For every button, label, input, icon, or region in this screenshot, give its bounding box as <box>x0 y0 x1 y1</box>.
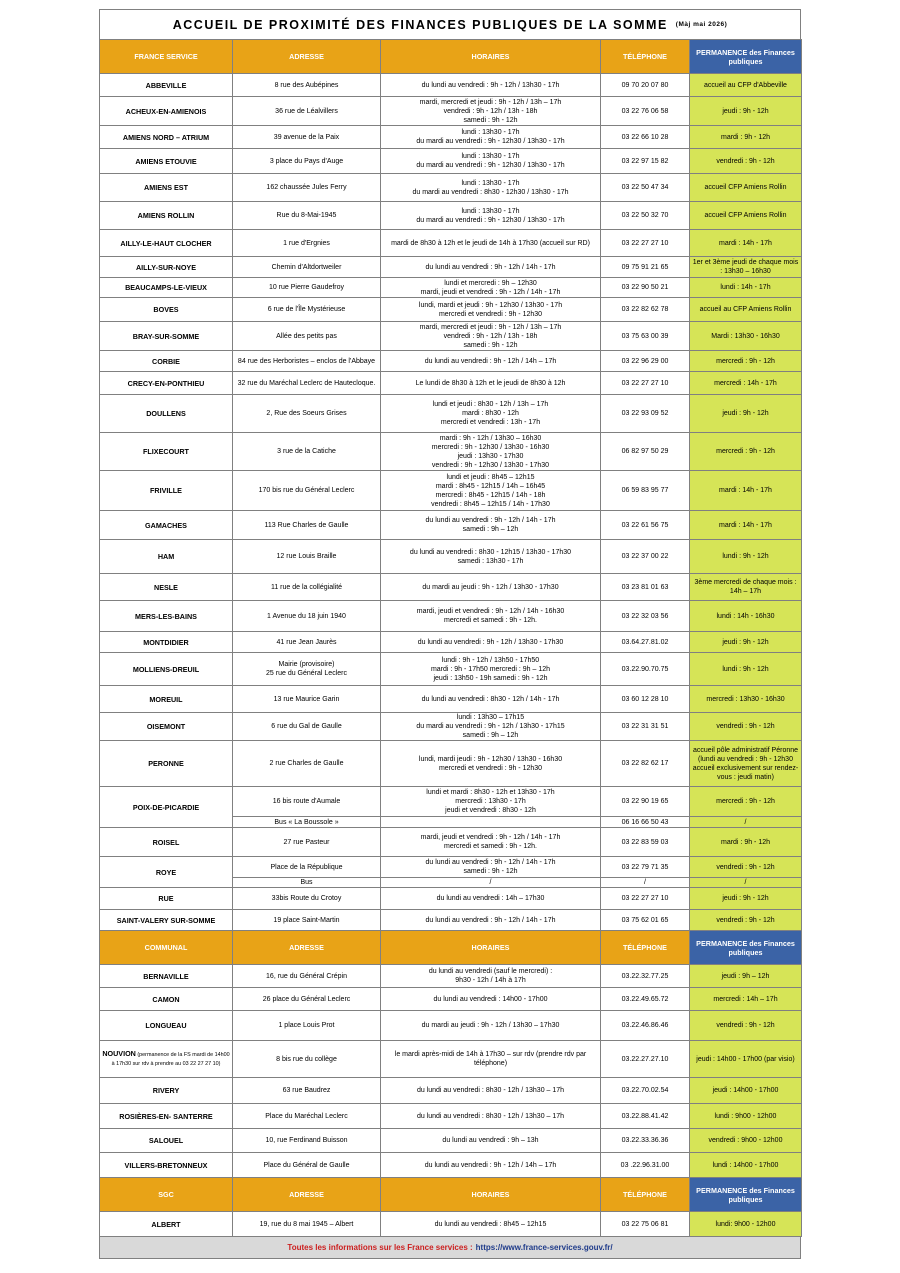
hours-cell: le mardi après-midi de 14h à 17h30 – sur rdv (prendre rdv par téléphone) <box>381 1041 601 1078</box>
name-cell: FLIXECOURT <box>100 433 233 471</box>
address-cell: 2 rue Charles de Gaulle <box>233 741 381 787</box>
hours-cell: lundi et jeudi : 8h45 – 12h15 mardi : 8h45 - 12h15 / 14h – 16h45 mercredi : 8h45 - 12h15 / 14h - 18h vendredi : 8h45 – 12h15 / 14h - 17h30 <box>381 471 601 511</box>
table-row <box>100 1078 802 1104</box>
name-cell: FRIVILLE <box>100 471 233 511</box>
address-cell: Rue du 8-Mai-1945 <box>233 202 381 230</box>
phone-cell: 03 22 82 62 78 <box>601 298 690 322</box>
name-cell: ABBEVILLE <box>100 74 233 97</box>
table-row <box>100 632 802 653</box>
name-cell: CAMON <box>100 988 233 1011</box>
table-row <box>100 1153 802 1178</box>
table-row <box>100 149 802 174</box>
phone-cell: / <box>601 878 690 888</box>
office-name: NOUVION <box>102 1049 136 1058</box>
phone-cell: 03 22 96 29 00 <box>601 351 690 372</box>
phone-cell: 03 22 50 47 34 <box>601 174 690 202</box>
permanence-cell: lundi : 14h00 - 17h00 <box>690 1153 802 1178</box>
hours-cell: Le lundi de 8h30 à 12h et le jeudi de 8h30 à 12h <box>381 372 601 395</box>
table-row <box>100 1011 802 1041</box>
table-row <box>100 787 802 817</box>
address-cell: 162 chaussée Jules Ferry <box>233 174 381 202</box>
hours-cell: du mardi au jeudi : 9h - 12h / 13h30 – 17h30 <box>381 1011 601 1041</box>
permanence-cell: mardi : 14h - 17h <box>690 471 802 511</box>
permanence-cell: jeudi : 9h - 12h <box>690 632 802 653</box>
phone-cell: 03 22 32 03 56 <box>601 601 690 632</box>
column-header: ADRESSE <box>233 1178 381 1212</box>
phone-cell: 03.22.32.77.25 <box>601 965 690 988</box>
address-cell: 36 rue de Léalvillers <box>233 97 381 126</box>
name-cell: AILLY-LE-HAUT CLOCHER <box>100 230 233 257</box>
column-header: PERMANENCE des Finances publiques <box>690 931 802 965</box>
address-cell: 2, Rue des Soeurs Grises <box>233 395 381 433</box>
phone-cell: 03 22 66 10 28 <box>601 126 690 149</box>
offices-table-body <box>100 40 802 1237</box>
phone-cell: 03 22 76 06 58 <box>601 97 690 126</box>
hours-cell: du lundi au vendredi : 9h - 12h / 14h - 17h samedi : 9h – 12h <box>381 511 601 540</box>
name-cell: DOULLENS <box>100 395 233 433</box>
address-cell: 1 Avenue du 18 juin 1940 <box>233 601 381 632</box>
address-cell: Bus <box>233 878 381 888</box>
phone-cell: 03 22 83 59 03 <box>601 828 690 857</box>
address-cell: 13 rue Maurice Garin <box>233 686 381 713</box>
table-row <box>100 574 802 601</box>
phone-cell: 03.22.90.70.75 <box>601 653 690 686</box>
hours-cell: lundi, mardi et jeudi : 9h - 12h30 / 13h30 - 17h mercredi et vendredi : 9h - 12h30 <box>381 298 601 322</box>
hours-cell: lundi et mardi : 8h30 - 12h et 13h30 - 17h mercredi : 13h30 - 17h jeudi et vendredi : 8h30 - 12h <box>381 787 601 817</box>
name-cell: GAMACHES <box>100 511 233 540</box>
name-cell <box>100 1041 233 1078</box>
table-row <box>100 511 802 540</box>
name-cell: AMIENS NORD – ATRIUM <box>100 126 233 149</box>
phone-cell: 03 60 12 28 10 <box>601 686 690 713</box>
hours-cell: du lundi au vendredi : 14h00 - 17h00 <box>381 988 601 1011</box>
permanence-cell: vendredi : 9h - 12h <box>690 1011 802 1041</box>
name-cell: AMIENS ETOUVIE <box>100 149 233 174</box>
name-cell: OISEMONT <box>100 713 233 741</box>
permanence-cell: accueil CFP Amiens Rollin <box>690 174 802 202</box>
phone-cell: 06 82 97 50 29 <box>601 433 690 471</box>
table-row <box>100 888 802 910</box>
name-cell: MERS-LES-BAINS <box>100 601 233 632</box>
address-cell: Chemin d'Altdortweiler <box>233 257 381 278</box>
address-cell: 10 rue Pierre Gaudefroy <box>233 278 381 298</box>
permanence-cell: / <box>690 878 802 888</box>
column-header: ADRESSE <box>233 40 381 74</box>
address-cell: 6 rue de l'Île Mystérieuse <box>233 298 381 322</box>
permanence-cell: lundi : 9h - 12h <box>690 540 802 574</box>
permanence-cell: accueil CFP Amiens Rollin <box>690 202 802 230</box>
column-header: PERMANENCE des Finances publiques <box>690 1178 802 1212</box>
name-cell: SALOUEL <box>100 1129 233 1153</box>
permanence-cell: vendredi : 9h - 12h <box>690 713 802 741</box>
name-cell: AILLY-SUR-NOYE <box>100 257 233 278</box>
phone-cell: 06 16 66 50 43 <box>601 817 690 828</box>
name-cell: AMIENS ROLLIN <box>100 202 233 230</box>
phone-cell: 03 22 50 32 70 <box>601 202 690 230</box>
phone-cell: 03 22 97 15 82 <box>601 149 690 174</box>
hours-cell: du lundi au vendredi : 9h – 13h <box>381 1129 601 1153</box>
table-row <box>100 97 802 126</box>
name-cell: RIVERY <box>100 1078 233 1104</box>
offices-table <box>99 39 802 1237</box>
permanence-cell: accueil au CFP Amiens Rollin <box>690 298 802 322</box>
document-page <box>99 9 801 1259</box>
hours-cell: du lundi au vendredi : 8h30 - 12h / 13h30 – 17h <box>381 1104 601 1129</box>
address-cell: Bus « La Boussole » <box>233 817 381 828</box>
name-cell: ROSIÈRES-EN- SANTERRE <box>100 1104 233 1129</box>
table-row <box>100 601 802 632</box>
phone-cell: 09 75 91 21 65 <box>601 257 690 278</box>
page-title <box>99 9 801 39</box>
permanence-cell: jeudi : 9h - 12h <box>690 395 802 433</box>
hours-cell: du lundi au vendredi : 9h - 12h / 14h – 17h <box>381 1153 601 1178</box>
table-row <box>100 1129 802 1153</box>
hours-cell: lundi : 13h30 - 17h du mardi au vendredi : 8h30 - 12h30 / 13h30 - 17h <box>381 174 601 202</box>
permanence-cell: lundi : 14h - 17h <box>690 278 802 298</box>
name-cell: MOREUIL <box>100 686 233 713</box>
table-row <box>100 1212 802 1237</box>
phone-cell: 06 59 83 95 77 <box>601 471 690 511</box>
hours-cell: du lundi au vendredi : 8h30 - 12h / 14h - 17h <box>381 686 601 713</box>
permanence-cell: vendredi : 9h - 12h <box>690 910 802 931</box>
address-cell: 39 avenue de la Paix <box>233 126 381 149</box>
permanence-cell: 1er et 3ème jeudi de chaque mois : 13h30 – 16h30 <box>690 257 802 278</box>
permanence-cell: mercredi : 9h - 12h <box>690 433 802 471</box>
permanence-cell: mercredi : 13h30 - 16h30 <box>690 686 802 713</box>
address-cell: 8 bis rue du collège <box>233 1041 381 1078</box>
name-cell: CRECY-EN-PONTHIEU <box>100 372 233 395</box>
table-row <box>100 298 802 322</box>
name-cell: POIX-DE-PICARDIE <box>100 787 233 828</box>
hours-cell: du mardi au jeudi : 9h - 12h / 13h30 - 17h30 <box>381 574 601 601</box>
column-header: HORAIRES <box>381 40 601 74</box>
table-row <box>100 174 802 202</box>
address-cell: 3 place du Pays d'Auge <box>233 149 381 174</box>
table-row <box>100 278 802 298</box>
permanence-cell: jeudi : 9h - 12h <box>690 888 802 910</box>
permanence-cell: accueil pôle administratif Péronne (lundi au vendredi : 9h - 12h30 accueil exclusivement sur rendez-vous : jeudi matin) <box>690 741 802 787</box>
name-cell: ROISEL <box>100 828 233 857</box>
hours-cell: / <box>381 878 601 888</box>
table-row <box>100 471 802 511</box>
permanence-cell: jeudi : 14h00 - 17h00 <box>690 1078 802 1104</box>
permanence-cell: jeudi : 14h00 - 17h00 (par visio) <box>690 1041 802 1078</box>
permanence-cell: mardi : 14h - 17h <box>690 230 802 257</box>
column-header: ADRESSE <box>233 931 381 965</box>
name-cell: SAINT-VALERY SUR-SOMME <box>100 910 233 931</box>
address-cell: Mairie (provisoire) 25 rue du Général Leclerc <box>233 653 381 686</box>
table-row <box>100 322 802 351</box>
hours-cell: mardi, mercredi et jeudi : 9h - 12h / 13h – 17h vendredi : 9h - 12h / 13h - 18h samedi : 9h - 12h <box>381 322 601 351</box>
section-header-row <box>100 1178 802 1212</box>
hours-cell: mardi, jeudi et vendredi : 9h - 12h / 14h - 17h mercredi et samedi : 9h - 12h. <box>381 828 601 857</box>
address-cell: 10, rue Ferdinand Buisson <box>233 1129 381 1153</box>
hours-cell: du lundi au vendredi : 9h - 12h / 14h - 17h <box>381 910 601 931</box>
phone-cell: 03 22 27 27 10 <box>601 888 690 910</box>
title-text: ACCUEIL DE PROXIMITÉ DES FINANCES PUBLIQUES DE LA SOMME <box>172 17 668 32</box>
address-cell: 41 rue Jean Jaurès <box>233 632 381 653</box>
name-cell: MOLLIENS-DREUIL <box>100 653 233 686</box>
address-cell: 6 rue du Gal de Gaulle <box>233 713 381 741</box>
address-cell: 1 rue d'Ergnies <box>233 230 381 257</box>
permanence-cell: Mardi : 13h30 - 16h30 <box>690 322 802 351</box>
hours-cell: du lundi au vendredi : 9h - 12h / 14h - 17h <box>381 257 601 278</box>
footer-link[interactable]: https://www.france-services.gouv.fr/ <box>475 1243 613 1252</box>
phone-cell: 03 22 79 71 35 <box>601 857 690 878</box>
hours-cell: du lundi au vendredi : 9h - 12h / 13h30 - 17h <box>381 74 601 97</box>
address-cell: 1 place Louis Prot <box>233 1011 381 1041</box>
name-cell: ROYE <box>100 857 233 888</box>
column-header: HORAIRES <box>381 1178 601 1212</box>
phone-cell: 03 22 27 27 10 <box>601 372 690 395</box>
permanence-cell: mercredi : 9h - 12h <box>690 351 802 372</box>
permanence-cell: accueil au CFP d'Abbeville <box>690 74 802 97</box>
address-cell: Allée des petits pas <box>233 322 381 351</box>
table-row <box>100 202 802 230</box>
name-cell: NESLE <box>100 574 233 601</box>
address-cell: 84 rue des Herboristes – enclos de l'Abbaye <box>233 351 381 372</box>
permanence-cell: 3ème mercredi de chaque mois : 14h – 17h <box>690 574 802 601</box>
phone-cell: 03 75 62 01 65 <box>601 910 690 931</box>
permanence-cell: jeudi : 9h - 12h <box>690 97 802 126</box>
section-header-row <box>100 40 802 74</box>
hours-cell: du lundi au vendredi (sauf le mercredi) : 9h30 - 12h / 14h à 17h <box>381 965 601 988</box>
permanence-cell: mardi : 14h - 17h <box>690 511 802 540</box>
phone-cell: 03 .22.96.31.00 <box>601 1153 690 1178</box>
permanence-cell: / <box>690 817 802 828</box>
permanence-cell: lundi : 14h - 16h30 <box>690 601 802 632</box>
phone-cell: 03 22 90 50 21 <box>601 278 690 298</box>
phone-cell: 03 22 31 31 51 <box>601 713 690 741</box>
name-cell: ACHEUX-EN-AMIENOIS <box>100 97 233 126</box>
table-row <box>100 540 802 574</box>
hours-cell: lundi : 13h30 - 17h du mardi au vendredi : 9h - 12h30 / 13h30 - 17h <box>381 126 601 149</box>
table-row <box>100 1041 802 1078</box>
phone-cell: 03 22 75 06 81 <box>601 1212 690 1237</box>
name-cell: RUE <box>100 888 233 910</box>
permanence-cell: mercredi : 9h - 12h <box>690 787 802 817</box>
phone-cell: 03 22 93 09 52 <box>601 395 690 433</box>
name-cell: BEAUCAMPS-LE-VIEUX <box>100 278 233 298</box>
address-cell: 16 bis route d'Aumale <box>233 787 381 817</box>
phone-cell: 03.64.27.81.02 <box>601 632 690 653</box>
table-row <box>100 713 802 741</box>
phone-cell: 03 22 37 00 22 <box>601 540 690 574</box>
office-note: (permanence de la FS mardi de 14h00 à 17h30 sur rdv à prendre au 03 22 27 27 10) <box>111 1052 230 1067</box>
phone-cell: 03 22 27 27 10 <box>601 230 690 257</box>
table-row <box>100 257 802 278</box>
hours-cell: du lundi au vendredi : 8h30 - 12h15 / 13h30 - 17h30 samedi : 13h30 - 17h <box>381 540 601 574</box>
address-cell: 19 place Saint-Martin <box>233 910 381 931</box>
name-cell: AMIENS EST <box>100 174 233 202</box>
hours-cell: lundi : 13h30 - 17h du mardi au vendredi : 9h - 12h30 / 13h30 - 17h <box>381 202 601 230</box>
name-cell: VILLERS-BRETONNEUX <box>100 1153 233 1178</box>
table-row <box>100 230 802 257</box>
name-cell: BRAY-SUR-SOMME <box>100 322 233 351</box>
phone-cell: 03.22.46.86.46 <box>601 1011 690 1041</box>
permanence-cell: vendredi : 9h00 - 12h00 <box>690 1129 802 1153</box>
permanence-cell: jeudi : 9h – 12h <box>690 965 802 988</box>
address-cell: 8 rue des Aubépines <box>233 74 381 97</box>
name-cell: MONTDIDIER <box>100 632 233 653</box>
address-cell: 3 rue de la Catiche <box>233 433 381 471</box>
table-row <box>100 433 802 471</box>
address-cell: 11 rue de la collégialité <box>233 574 381 601</box>
table-row <box>100 126 802 149</box>
hours-cell: du lundi au vendredi : 8h45 – 12h15 <box>381 1212 601 1237</box>
table-row <box>100 1104 802 1129</box>
column-header: TÉLÉPHONE <box>601 931 690 965</box>
table-row <box>100 653 802 686</box>
name-cell: HAM <box>100 540 233 574</box>
hours-cell: du lundi au vendredi : 9h - 12h / 13h30 - 17h30 <box>381 632 601 653</box>
permanence-cell: mardi : 9h - 12h <box>690 126 802 149</box>
footer <box>99 1237 801 1259</box>
phone-cell: 09 70 20 07 80 <box>601 74 690 97</box>
phone-cell: 03.22.70.02.54 <box>601 1078 690 1104</box>
address-cell: 16, rue du Général Crépin <box>233 965 381 988</box>
permanence-cell: lundi : 9h - 12h <box>690 653 802 686</box>
table-row <box>100 965 802 988</box>
table-row <box>100 372 802 395</box>
hours-cell: lundi : 13h30 - 17h du mardi au vendredi : 9h - 12h30 / 13h30 - 17h <box>381 149 601 174</box>
name-cell: PERONNE <box>100 741 233 787</box>
table-row <box>100 910 802 931</box>
hours-cell: mardi, jeudi et vendredi : 9h - 12h / 14h - 16h30 mercredi et samedi : 9h - 12h. <box>381 601 601 632</box>
phone-cell: 03.22.33.36.36 <box>601 1129 690 1153</box>
hours-cell: du lundi au vendredi : 8h30 - 12h / 13h30 – 17h <box>381 1078 601 1104</box>
phone-cell: 03.22.27.27.10 <box>601 1041 690 1078</box>
name-cell: CORBIE <box>100 351 233 372</box>
column-header: TÉLÉPHONE <box>601 40 690 74</box>
column-header: TÉLÉPHONE <box>601 1178 690 1212</box>
hours-cell: lundi et jeudi : 8h30 - 12h / 13h – 17h mardi : 8h30 - 12h mercredi et vendredi : 13h - 17h <box>381 395 601 433</box>
hours-cell: du lundi au vendredi : 9h - 12h / 14h – 17h <box>381 351 601 372</box>
address-cell: 27 rue Pasteur <box>233 828 381 857</box>
table-row <box>100 857 802 878</box>
column-header: FRANCE SERVICE <box>100 40 233 74</box>
column-header: SGC <box>100 1178 233 1212</box>
address-cell: 26 place du Général Leclerc <box>233 988 381 1011</box>
table-row <box>100 395 802 433</box>
hours-cell: mardi, mercredi et jeudi : 9h - 12h / 13h – 17h vendredi : 9h - 12h / 13h - 18h samedi : 9h - 12h <box>381 97 601 126</box>
hours-cell: mardi : 9h - 12h / 13h30 – 16h30 mercredi : 9h - 12h30 / 13h30 - 16h30 jeudi : 13h30 - 17h30 vendredi : 9h - 12h30 / 13h30 - 17h30 <box>381 433 601 471</box>
footer-text: Toutes les informations sur les France services : <box>287 1243 473 1252</box>
permanence-cell: vendredi : 9h - 12h <box>690 857 802 878</box>
address-cell: 32 rue du Maréchal Leclerc de Hautecloque. <box>233 372 381 395</box>
hours-cell: du lundi au vendredi : 14h – 17h30 <box>381 888 601 910</box>
hours-cell: mardi de 8h30 à 12h et le jeudi de 14h à 17h30 (accueil sur RD) <box>381 230 601 257</box>
permanence-cell: mercredi : 14h - 17h <box>690 372 802 395</box>
column-header: HORAIRES <box>381 931 601 965</box>
address-cell: 12 rue Louis Braille <box>233 540 381 574</box>
name-cell: BOVES <box>100 298 233 322</box>
address-cell: 63 rue Baudrez <box>233 1078 381 1104</box>
phone-cell: 03 23 81 01 63 <box>601 574 690 601</box>
name-cell: ALBERT <box>100 1212 233 1237</box>
phone-cell: 03.22.88.41.42 <box>601 1104 690 1129</box>
address-cell: 19, rue du 8 mai 1945 – Albert <box>233 1212 381 1237</box>
permanence-cell: mardi : 9h - 12h <box>690 828 802 857</box>
permanence-cell: vendredi : 9h - 12h <box>690 149 802 174</box>
hours-cell: lundi : 9h - 12h / 13h50 - 17h50 mardi : 9h - 17h50 mercredi : 9h – 12h jeudi : 13h50 - 19h samedi : 9h - 12h <box>381 653 601 686</box>
hours-cell <box>381 817 601 828</box>
address-cell: 113 Rue Charles de Gaulle <box>233 511 381 540</box>
table-row <box>100 686 802 713</box>
table-row <box>100 74 802 97</box>
table-row <box>100 988 802 1011</box>
permanence-cell: lundi: 9h00 - 12h00 <box>690 1212 802 1237</box>
hours-cell: lundi : 13h30 – 17h15 du mardi au vendredi : 9h - 12h / 13h30 - 17h15 samedi : 9h – 12h <box>381 713 601 741</box>
permanence-cell: lundi : 9h00 - 12h00 <box>690 1104 802 1129</box>
phone-cell: 03 22 82 62 17 <box>601 741 690 787</box>
table-row <box>100 828 802 857</box>
phone-cell: 03 22 90 19 65 <box>601 787 690 817</box>
address-cell: Place du Maréchal Leclerc <box>233 1104 381 1129</box>
hours-cell: du lundi au vendredi : 9h - 12h / 14h - 17h samedi : 9h - 12h <box>381 857 601 878</box>
hours-cell: lundi et mercredi : 9h – 12h30 mardi, jeudi et vendredi : 9h - 12h / 14h - 17h <box>381 278 601 298</box>
hours-cell: lundi, mardi jeudi : 9h - 12h30 / 13h30 - 16h30 mercredi et vendredi : 9h - 12h30 <box>381 741 601 787</box>
address-cell: 170 bis rue du Général Leclerc <box>233 471 381 511</box>
column-header: PERMANENCE des Finances publiques <box>690 40 802 74</box>
table-row <box>100 351 802 372</box>
address-cell: 33bis Route du Crotoy <box>233 888 381 910</box>
section-header-row <box>100 931 802 965</box>
address-cell: Place du Général de Gaulle <box>233 1153 381 1178</box>
permanence-cell: mercredi : 14h – 17h <box>690 988 802 1011</box>
name-cell: BERNAVILLE <box>100 965 233 988</box>
address-cell: Place de la République <box>233 857 381 878</box>
table-row <box>100 741 802 787</box>
update-date: (Màj mai 2026) <box>675 21 728 28</box>
phone-cell: 03 22 61 56 75 <box>601 511 690 540</box>
phone-cell: 03 75 63 00 39 <box>601 322 690 351</box>
name-cell: LONGUEAU <box>100 1011 233 1041</box>
phone-cell: 03.22.49.65.72 <box>601 988 690 1011</box>
column-header: COMMUNAL <box>100 931 233 965</box>
